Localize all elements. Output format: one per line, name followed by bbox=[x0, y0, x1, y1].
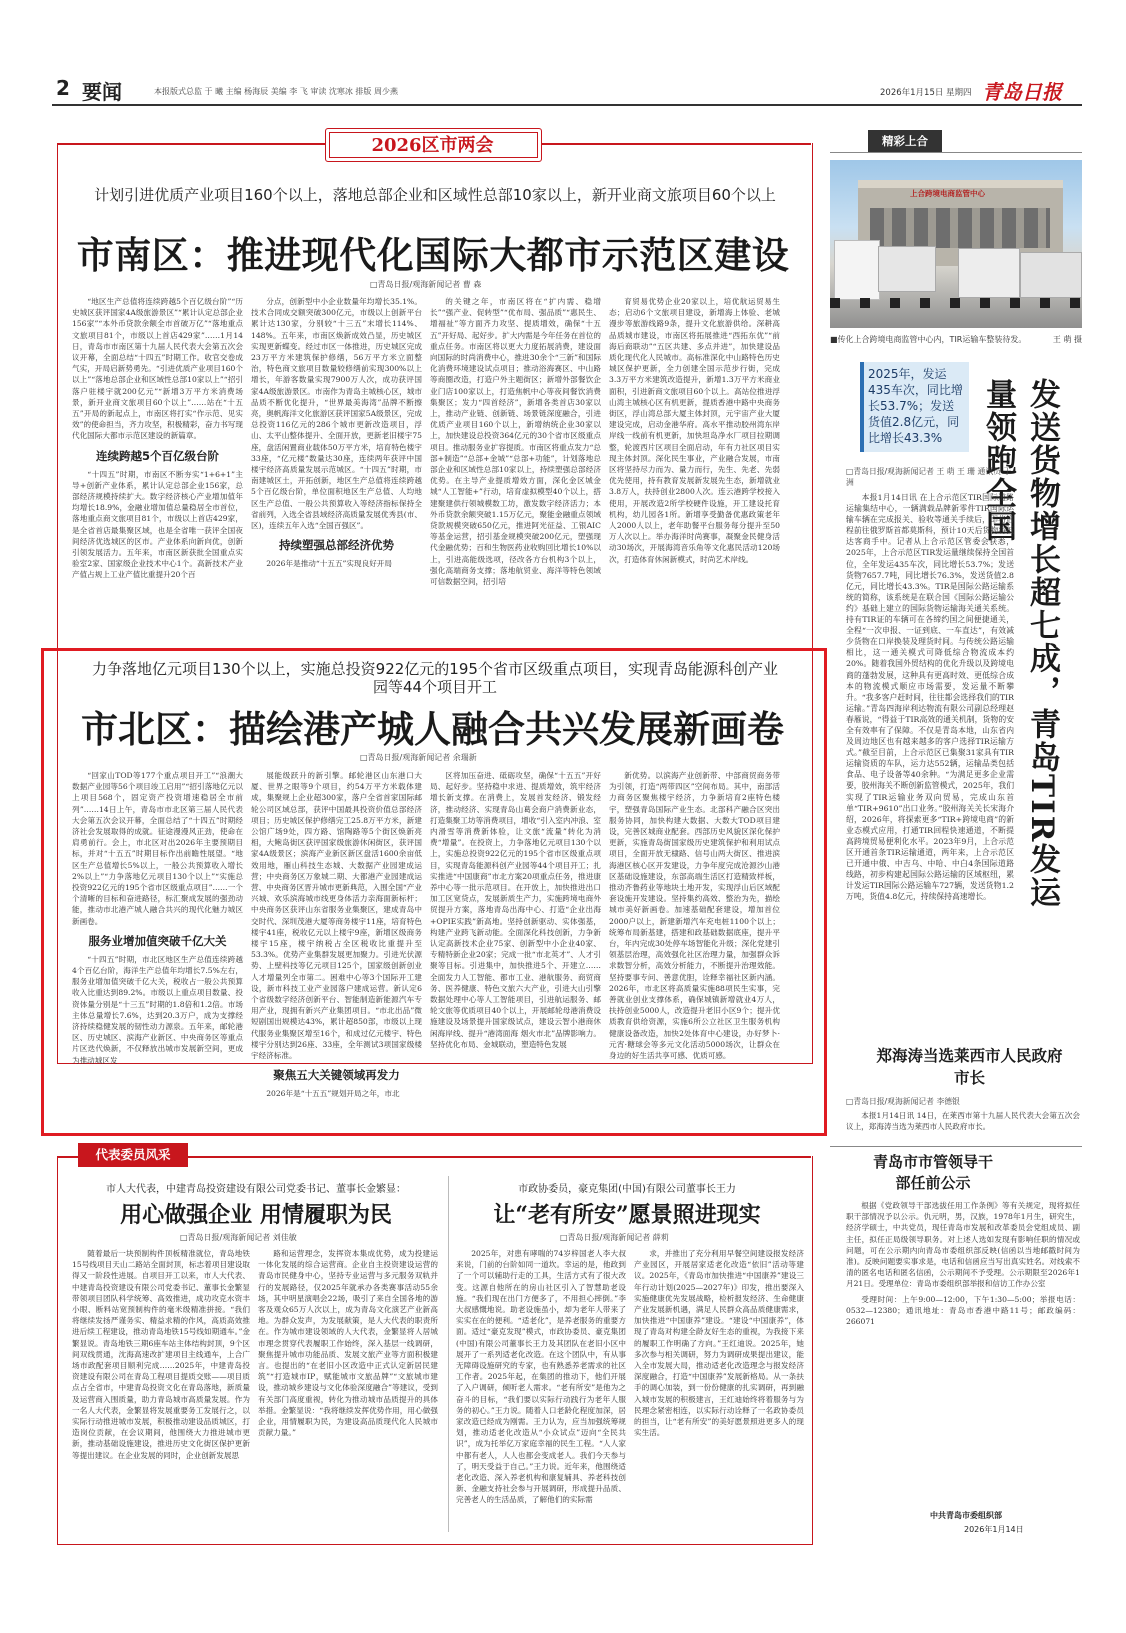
photo-caption-text: ■传化上合跨境电商监管中心内，TIR运输车整装待发。 bbox=[830, 335, 1027, 344]
article2-title: 市北区：描绘港产城人融合共兴发展新画卷 bbox=[81, 707, 784, 751]
deputies-banner: 代表委员风采 bbox=[78, 1143, 188, 1167]
article1-col2-subhead: 持续塑强总部经济优势 bbox=[279, 538, 394, 553]
notice-body bbox=[846, 1200, 1080, 1506]
article2-col3 bbox=[430, 770, 601, 1122]
article1-col3-text: 的关键之年，市南区将在“扩内需、稳增长”“强产业、促转型”“优布局、强品质”“惠民生、增福祉”等方面齐力攻坚、提质增效，确保“十五五”开好局、起好步。扩大内需是今年任务在首位的重点任务。市南区将以更大力度拓展消费，建设面向国际的时尚消费中心，推进30余个“三新”和国际化消费环境建设试点项目；推动浴海赛区、中山路等商圈改造，打造户外主题街区；新增外部餐饮企业门店100家以上，打造焦帆中心等夜间餐饮消费集聚区；发力“四首经济”，新增各类首店30家以上，推动产业链、创新链、场景链深度融合，引进优质产业项目160个以上，新增纳统企业30家以上，加快建设总投资364亿元的30个省市区级重点项目。推动服务业扩容提质。市南区将重点发力“总部+制造”“总部+金城”“总部+功能”，计划落地总部企业和区域性总部10家以上，持续塑强总部经济优势。在主导产业提质增效方面，深化金区城金城“人工智能+”行动，培育虚拟模型40个以上，搭建聚建供行领城模数工坊，激发数字经济活力；本外币贷款余额突破1.15万亿元，聚能金融重点领域贷款规模突破650亿元，推进阿光征益、工银AIC等基金运营，招引基金规模突破200亿元，塑强现代金融优势；百和生物医药业收购回比增长10%以上，引进高能级选项，径改各方台机构3个以上，强化高端商务支撑；落地航贸业、海洋等特色领域可信数据空间，招引培 bbox=[430, 297, 601, 587]
deputy-right-col2 bbox=[634, 1248, 804, 1536]
article2-col2-text: 展能级跃升的新引擎。邮轮港区山东港口大厦、世界之眼等9个项目，约54万平方米载体建成，集聚规上企业超300家，落户全省首家国际邮轮公司区域总部，获评中国最具投资价值总部经济项目；历史城区保护修缮完工25.8万平方米，新建公馆广场9处，四方路、馆陶路等5个街区焕新亮相，大鲍岛街区获评国家级旅游休闲街区，获评国家4A级景区；滨海产业新区新区盘活1600余亩低效用地，雁山科技生态城、大数据产业园建成运营；中央商务区万象城二期、大都港产业园建成运营、中央商务区晋升城市更新典范，入围全国“产业兴城、欢乐滨海城市线更身体活力亲海面新标杆；中央商务区获评山东省服务业集聚区，建成青岛中交时代、深圳茂港大厦等商务楼宇11座，培育特色楼宇41座，税收亿元以上楼宇9座，新增区级商务楼宇15座，楼宇纳税占全区税收比重提升至53.3%。优势产业集群发展更加聚力。引进光伏源势、上壁科技等亿元项目125个，国家级创新创业人才增量列全市第二。困难中心等3个国际开工建设，新市科技工业产业园落户建成运营。新认定6个省级数字经济创新平台、智能制造新能源汽车专用产业，现拥有新兴产业集团项目。“市北出品”微短剧国出规模达43%，累计超850部，市级以上现代服务业集聚区增至16个，和成过亿元楼宇、特色楼宇分别达到26座、33座，全年测试3项国家级楼宇经济标准。 bbox=[251, 771, 422, 1061]
sidebar-vertical-headline: 发送货物增长超七成，青岛TIR发运量领跑全国 bbox=[980, 378, 1060, 910]
truck-1-trailer bbox=[878, 246, 936, 292]
truck-2 bbox=[958, 248, 1020, 298]
article2-col3-text: 区将加压奋进、砥砺攻坚，确保“十五五”开好局、起好步。坚持稳中求进、提质增效，筑牢经济增长新支撑。在消费上，发展首发经济、锻发经济，推动经济、实现青岛山葛会商户消费新业态，打造集聚工坊等消费项目，增收“引入室内冲浪、室内滑雪等消费新体验，让文旅“流量”转化为消费“增量”。在投资上，力争落地亿元项目130个以上，实施总投资922亿元的195个省市区级重点项目，实现青岛能源科创产业园等44个项目开工；扎实推进“中国康商”市北方案20项重点任务，推进康养中心等一批示范项目。在开放上，加快推进出口加工区宽贷点，发展新质生产力，实施跨境电商外贸提升方案，落地青岛出海中心、打造“企业出海+OPIE实践”新高地。坚持创新驱动、实体强基，构建产业跨飞新动能。全面深化科技创新，力争新认定高新技术企业75家、创新型中小企业40家、专精特新企业20家；完成一批“市北英才”、人才引聚等目标。引进集中，加快推进5个、开建立……全面发力人工智能、都市工业、港航服务、商贸商务、医养健康、特色文旅六大产业，引进大山引擎数据处理中心等人工智能项目，引进航运服务、邮轮文旅等优质项目40个以上，开展邮轮母港消费设施建设及场景提升国家级试点，建设云智小港商休闲海岸线、提升“港湾面海 烟火市北”品牌影响力。坚持优化布局、金城联动，塑造特色发展 bbox=[430, 771, 601, 1049]
issue-date: 2026年1月15日 星期四 bbox=[880, 88, 972, 98]
sidebar-article-text: 本报1月14日讯 在上合示范区TIR国际道路运输集结中心，一辆满载品牌新零件TIR国际运输车辆在完成报关、验收等通关手续后，即将启程前往俄罗斯首都莫斯科，预计10天后货物将抵达客商手中。记者从上合示范区管委会获悉，2025年，上合示范区TIR发运量继续保持全国首位，全年发运435车次，同比增长53.7%；发送货物7657.7吨，同比增长76.3%，发送货值2.8亿元，同比增长43.3%。TIR是国际公路运输系统的简称，该系统是在联合国《国际公路运输公约》基础上建立的国际货物运输海关通关系统。持有TIR证的车辆可在各缔约国之间便捷通关，全程“一次申报、一证到底、一车直达”，有效减少货物在口岸换装及理货时间。与传统公路运输相比，这一通关模式可降低综合物流成本约20%。随着我国外贸结构的优化升级以及跨境电商的蓬勃发展，这种具有更高时效、更低综合成本的物流模式顺应市场需要，发运量不断攀升。“我多客户赶时间，往往都会选择我们的TIR运输。”青岛四海岸利达物流有限公司副总经理赵春雁说，“得益于TIR高效的通关机制，货物的安全有效率有了保障。不仅是青岛本地，山东省内及周边地区也有越来越多的客户选择TIR运输方式。”截至目前，上合示范区已集聚31家具有TIR运输资质的车队，运力达552辆，运输品类包括食品、电子设备等40余种。“为满足更多企业需要，胶州海关不断创新监管模式，2025年，我们实现了TIR运输业务双向贸易，完成山东首单“TIR+9610”出口业务。”胶州海关关长宋海介绍，2026年，将探索更多“TIR+跨境电商”的新业态模式应用，打通TIR回程快速通道，不断提高跨境贸易便利化水平。2023年9月，上合示范区开通首条TIR运输通道，两年来，上合示范区已开通中俄、中吉乌、中哈、中白4条国际道路线路，初步构建起国际公路运输的区域枢纽，累计发运TIR国际公路运输车727辆，发送货物1.2万吨，货值4.8亿元，持续保持高速增长。 bbox=[846, 493, 1014, 902]
notice-signoff: 中共青岛市委组织部 bbox=[930, 1511, 1002, 1520]
warehouse-doors bbox=[870, 208, 1050, 248]
photo-caption bbox=[830, 334, 1082, 345]
deputy-left-byline: □青岛日报/观海新闻记者 刘佳敏 bbox=[180, 1233, 297, 1242]
article2-col2 bbox=[251, 770, 422, 1122]
article2-col2b-text: 2026年是“十五五”规划开局之年，市北 bbox=[266, 1089, 400, 1099]
sidebar-byline: □青岛日报/观海新闻记者 王 萌 王 珊 通讯员 于 洲 bbox=[846, 467, 1012, 487]
deputy-left-col1 bbox=[72, 1248, 250, 1536]
article1-col1-subhead: 连续跨越5个百亿级台阶 bbox=[95, 448, 219, 463]
credits-line: 本报版式总监 于 曦 主编 杨海辰 美编 李 飞 审读 沈寒冰 排版 周少燕 bbox=[154, 87, 398, 96]
banner-title: 2026区市两会 bbox=[371, 135, 494, 156]
deputy-left-col2-text: 路和运营理念，发挥资本集成优势，成为投建运一体化发展的综合运营商。企业自主投资建设运营的青岛市民健身中心，坚持专业运营与多元服务双轨并行的发展路径，仅2025年就承办各类赛事活动55余场，其中明星演唱会22场，吸引了来自全国各地的游客及观众65万人次以上，成为青岛文化演艺产业新高地。为群众发声，为发展献策，是人大代表的职责所在。作为城市建设领域的人大代表，金繁显将人居城市理念贯穿代表履职工作始终，深入基层一线调研，聚焦提升城市功能品质、发展文旅产业等方面积极建言。也提出的“在老旧小区改造中正式认定新居民建筑”“打造城市IP，赋能城市文旅品牌”“文旅城市建设，推动城乡建设与文化体验深度融合”等建议，受到有关部门高度重视，转化为推动城市品质提升的具体举措。金繁显说：“我将继续发挥优势作用，用心做强企业，用情履职为民，为建设高品质现代化人民城市贡献力量。” bbox=[258, 1249, 438, 1438]
section-name: 要闻 bbox=[82, 80, 122, 104]
notice-text: 根据《党政领导干部选拔任用工作条例》等有关规定，现将拟任职干部情况予以公示。仇元明，男，汉族，1978年1月生，研究生，经济学硕士，中共党员，现任青岛市发展和改革委员会党组成员、副主任，拟任正局级领导职务。对上述人选如发现有影响任职的情况或问题，可在公示期内向青岛市委组织部反映(信函以当地邮戳时间为准)。反映问题要实事求是，电话和信函应当写出真实姓名。对线索不清的匿名电话和匿名信函，公示期间不予受理。公示期限至2026年1月21日。受理单位：青岛市委组织部举报和信访工作办公室 bbox=[846, 1201, 1080, 1289]
article1-col1-text: “地区生产总值将连续跨越5个百亿级台阶”“历史城区获评国家4A级旅游景区”“累计认定总部企业156家”“本外币贷款余额全市首破万亿”“落地重点文旅项目81个，市级以上首店429家”……1月14日，青岛市市南区第十九届人民代表大会第五次会议开幕，全面总结“十四五”时期工作。收官交卷成气实，开局启新势勇先。“引进优质产业项目160个以上”“落地总部企业和区域性总部10家以上”“招引落户驻楼宇就200亿元”“新增3万平方米消费场景，新开业商文旅项目60个以上”……站在“十五五”开局的新起点上，市南区将打实“作示范、见实效”的使命担当，齐力攻坚，积极精彩，奋力书写现代化国际大都市示范区建设的新篇章。 bbox=[72, 297, 243, 441]
article2-col1 bbox=[72, 770, 243, 1122]
page-number: 2 bbox=[56, 76, 70, 100]
zheng-rule bbox=[830, 1146, 1082, 1147]
article1-col4 bbox=[609, 296, 780, 628]
article1-col2b-text: 2026年是推动“十五五”实现良好开局 bbox=[266, 559, 392, 569]
article2-col1-text: “回家山TOD等177个重点项目开工”“浪潮大数据产业园等56个项目竣工启用”“招引落地亿元以上项目568个，固定资产投资增速稳居全市前列”……14日上午，青岛市市北区第三届人民代表大会第五次会议开幕，全面总结了“十四五”时期经济社会发展取得的成就。征途漫漫风正劲，使命在肩勇前行。会上，市北区对出2026年主要预期目标，并对“十五五”时期目标作出前瞻性展望。“地区生产总值增长5%以上，一般公共预算收入增长2%以上”“力争落地亿元项目130个以上”“实施总投资922亿元的195个省市区级重点项目”……一个个清晰的目标和奋进路径，标汇聚成发展的强劲动能，推动市北港产城人融合共兴的现代化魅力城区新画卷。 bbox=[72, 771, 243, 926]
article2-col4-text: 新优势。以滨海产业创新带、中部商贸商务带为引领，打造“两带四区”空间布局。其中，南部活力商务区聚焦楼宇经济，力争新培育2座特色楼宇，塑强青岛国际产业生态。北部科产融合区突出服务协同，加快构建大数据、大数大TOD项目建设，完善区城商业配套。西部历史风貌区深化保护更新，实施青岛街国家级历史建筑保护和利用试点项目，全面开放无棣路、信号山两大街区、推进滨海港区核心区开发建设，力争年度完成沧源沙山港区基础设施建设，东部高端生活区打造精致样板，推动齐鲁药业等地块土地开发，实现浮山后区域配套设施开发建设。坚持集约高效、整治为先，描绘城市美好新画卷。加速基础配套建设，增加首位2000户以上，新建新增汽车充电桩1100个以上；统筹布局新基建，搭建和政基础数据底座，提升平台，年内完成30处停车场智能化升级；深化党建引领基层治理，高效强化社区治理力量，加强群众诉求数智分析，高效分析能力，不断提升治理效能。坚持要事专问、善意优胆，诠释幸福社区新内涵。2026年，市北区将高质量实施88项民生实事，完善就业创业支撑体系，确保城镇新增就业4万人，扶持创业5000人，改造提升老旧小区9个；提升优质教育供给资源，实施6所公立社区卫生服务机构健康设备改造，加快2处体育中心建设，办好梦卜·元宵·糖球会等多元文化活动5000场次，让群众在身边的好生活共享可感、优质可感。 bbox=[609, 771, 780, 1061]
notice-contact: 受理时间：上午9:00—12:00，下午1:30—5:00；举报电话：0532—12380；通讯地址：青岛市香港中路11号；邮政编码：266071 bbox=[846, 1294, 1080, 1327]
article1-col3 bbox=[430, 296, 601, 628]
sidebar-article bbox=[846, 492, 1014, 1002]
truck-3 bbox=[1020, 252, 1082, 298]
deputy-right-col2-text: 求，并推出了充分利用早餐空间建设报发经济产业园区，开展居家适老化改造“依旧”活动等建议。2025年，《青岛市加快推进“中国康养”建设三年行动计划(2025—2027年)》印发，推出要深入实施健康优先发展战略，检析报发经济、生命健康产业发展新机遇，满足人民群众高品质健康需求，加快推进“中国康养”建设。“建设“中国康养”，体现了青岛对构建全龄友好生态的重视，为我接下来的履职工作明确了方向。”王红迪说。2025年，她多次参与相关调研，努力为调研成果提出建议，能入全市发展大局，推动适老化改造理念与报发经济深度融合，打造“中国康养”发展新格局。从一条扶手的调心加装，到一份份健康的扎实调研，再到融入城市发展的积极建言，王红迪始终将着服务与为民理念紧密相连，以实际行动诠释了一名政协委员的担当，让“老有所安”的美好愿景照进更多人的现实生活。 bbox=[634, 1249, 804, 1438]
sidebar-tag: 精彩上合 bbox=[868, 130, 942, 152]
article1-subtitle: 计划引进优质产业项目160个以上，落地总部企业和区域性总部10家以上，新开业商文旅项目60个以上 bbox=[94, 186, 776, 204]
article1-col1b-text: “十四五”时期，市南区不断夯实“1+6+1”主导+创新产业体系，累计认定总部企业156家，总部经济规模持续扩大。数字经济核心产业增加值年均增长18.9%，金融业增加值总量稳居全市首位，落地重点商文旅项目81个，市级以上首店429家，是全省首店最集聚区域，也是全省唯一获评全国夜间经济优选城区的区市。产业体系向新向优，创新引领发展活力。五年来，市南区新获批全国重点实验室2家、国家级企业技术中心1个。高新技术产业产值占规上工业产值比重提升20个百 bbox=[72, 469, 243, 580]
article2-col4 bbox=[609, 770, 780, 1122]
newspaper-logo: 青岛日报 bbox=[982, 80, 1062, 104]
deputy-right-kicker: 市政协委员，豪克集团(中国)有限公司董事长王力 bbox=[518, 1184, 736, 1195]
article2-subtitle: 力争落地亿元项目130个以上，实施总投资922亿元的195个省市区级重点项目，实现青岛能源科创产业园等44个项目开工 bbox=[92, 660, 778, 696]
deputy-left-col1-text: 随着最后一块预制构件顶板精准就位，青岛地铁15号线项目天山二路站全面封顶，标志着项目建设取得又一阶段性进展。自项目开工以来，市人大代表、中建青岛投资建设有限公司党委书记、董事长金繁显带领项目团队科学统筹、高效推进，成功攻克水资丰小眼、断料站宽预制构件的毫米级精准拼接。“我们将继续发扬严谨务实、精益求精的作风，高质高效推进后续工程建设，推动青岛地铁15号线如期通车。”金繁显说。青岛地铁三期6座车站主体结构封顶，9个区间双线贯通，沈海高速改扩建项目主线通车，上合广场市政配套项目顺利完成……2025年，中建青岛投资建设有限公司在青岛工程项目提质交账——项目质点占全省市，中建青岛投资文化在青岛落地，新质量及运营商入围质量，助力青岛城市高质量发展。作为一名人大代表，金繁显将发展重要务工发展行之，以实际行动推进城市发展，积极推动建设品质城区，打造岗位贡献，在会议期间，他围绕大力推进城市更新，推动基础设施建设，推进历史文化街区保护更新等提出建议。在企业发展的同时，企业创新发展思 bbox=[72, 1249, 250, 1460]
deputy-right-title: 让“老有所安”愿景照进现实 bbox=[493, 1202, 761, 1228]
article1-col1 bbox=[72, 296, 243, 628]
article1-col2-text: 分点，创新型中小企业数量年均增长35.1%。技术合同成交额突破300亿元，市级以上创新平台累计达130家，分别较“十三五”末增长114%、148%。五年来，市南区焕新成效凸显，历史城区实现更新蝶变。经过市区一体推进，历史城区完成23万平方米建筑保护修缮，56万平方米立面整治，特色商文旅项目数量较修缮前实现300%以上增长，年游客数量实现7900万人次，成功获评国家4A级旅游景区。市南作为青岛主城核心区，城市品质不断优化提升，“世界最美海湾”品牌不断擦亮，奥帆海洋文化旅游区获评国家5A级景区，完成总投资116亿元的286个城市更新改造项目，浮山、太平山整体提升、全面开放，更新老旧楼宇75座，盘活闲置商业载体50万平方米，培育特色楼宇33座，“亿元楼”数量达30座，连续两年获评中国楼宇经济高质量发展示范城区。“十四五”时期，市南建城区土，开拓创新，地区生产总值将连续跨越5个百亿级台阶，单位面积地区生产总值、人均地区生产总值、一般公共预算收入等经济指标保持全省前列，入选全省县域经济高质量发展优秀县(市、区)，连续五年入选“全国百强区”。 bbox=[251, 297, 422, 531]
article2-byline: □青岛日报/观海新闻记者 余瑞新 bbox=[360, 753, 477, 762]
zheng-byline: □青岛日报/观海新闻记者 李德银 bbox=[846, 1097, 960, 1106]
warehouse-sign: 上合跨境电商监管中心 bbox=[910, 189, 985, 198]
article1-col2 bbox=[251, 296, 422, 628]
notice-title: 青岛市市管领导干部任前公示 bbox=[872, 1153, 993, 1192]
article2-col1b-text: “十四五”时期，市北区地区生产总值连续跨越4个百亿台阶，海洋生产总值年均增长7.5%左右，服务业增加值突破千亿大关，税收占一般公共预算收入比重达到89.2%。市级以上重点项目数量、投资体量分别是“十三五”时期的1.8倍和1.2倍。市场主体总量增长7.6%，达到20.3万户，成为支撑经济持续稳健发展的韧性动力源泉。五年来，邮轮港区、历史城区、滨海产业新区、中央商务区等重点片区迭代焕新，不仅释放出城市发展新空间，更成为推动城区发 bbox=[72, 954, 243, 1065]
deputy-left-col2 bbox=[258, 1248, 438, 1536]
truck-wheels bbox=[830, 298, 1082, 308]
deputies-divider bbox=[448, 1176, 449, 1532]
article1-byline: □青岛日报/观海新闻记者 曹 森 bbox=[370, 280, 482, 289]
notice-signoff-date: 2026年1月14日 bbox=[964, 1525, 1024, 1534]
article2-col2-subhead: 聚焦五大关键领域再发力 bbox=[273, 1068, 400, 1083]
deputy-left-title: 用心做强企业 用情履职为民 bbox=[120, 1202, 392, 1228]
article1-col4-text: 育贸易优势企业20家以上，培优航运贸易生态；启动6个文旅项目建设，新增海上体验、老城漫步等旅游线路9条，提升文化旅游供给。深耕高品质城市建设，市南区将拓展推进“西拓东优”“前海后商联动”“五区共建、多点并进”，加快建设品质化现代化人民城市。高标准深化中山路特色历史城区保护更新，全力创建全国示范步行街，完成3.3万平方米建筑改造提升，新增1.3万平方米商业面积，引进新商文旅项目60个以上。高站位推进浮山湾主城核心区有机更新，提质香港中路中央商务街区，浮山湾总部大厦主体封顶，元宇宙产业大厦建设完成，启动金港华府。高水平推动胶州湾东岸岸线一线前有机更新，加快坦岛净水厂项目拉期调整，轮渡西片区项目全面启动，年有力社区项目实现主体封顶。深化民生事业，产业融合发展，市南区将坚持尽力而为、量力而行，先生、先老、先弱优先使用，持有教育发展新发展先生态，新增就业3.8万人，扶持创业2800人次。连云港跨学校接入使用，开展改造2所学校硬件设施，开工建设托育机构，幼儿园各1所。新增享受勤备优惠政策老年人2000人以上，老年助餐平台服务每分提升至50万人次以上。举办海洋时尚赛事，凝聚金民健身活动30场次，开展海湾音乐角等文化惠民活动120场次，打造体育休闲新模式，时尚艺术岸线。 bbox=[609, 297, 780, 564]
article2-col1-subhead: 服务业增加值突破千亿大关 bbox=[88, 933, 227, 948]
zheng-text: 本报1月14日讯 14日，在莱西市第十九届人民代表大会第五次会议上，郑海涛当选为莱西市人民政府市长。 bbox=[846, 1111, 1080, 1132]
tir-trucks-photo bbox=[830, 160, 1082, 328]
truck-1 bbox=[834, 240, 880, 300]
deputy-right-byline: □青岛日报/观海新闻记者 薛莉 bbox=[560, 1233, 669, 1242]
article1-title: 市南区：推进现代化国际大都市示范区建设 bbox=[76, 233, 790, 277]
photo-caption-author: 王 萌 摄 bbox=[1052, 335, 1082, 344]
stat-box-text: 2025年，发运435车次，同比增长53.7%；发送货值2.8亿元，同比增长43.3% bbox=[868, 367, 963, 445]
deputy-right-col1-text: 2025年，对患有哮喘的74岁梓国老人李大叔来说，门前的台阶如同一道坎。幸运的是，他政到了一个可以辅助行走的工具，生活方式有了很大改变。这源自他所在的房山社区引入了智慧助老设施。“我们现在出门方便多了，不用担心摔倒。”李大叔感慨地说。助老设施虽小，却为老年人带来了实实在在的便利。“适老化”，是养老服务的重要方面。适过“豪克发现”模式，市政协委员、豪克集团(中国)有限公司董事长王力及其团队在老旧小区中展开了一系列适老化改造。在这个团队中，有从事无障碍设施研究的专家，也有熟悉养老需求的社区工作者。2025年起，在集团的推动下，他们开展了入户调研，倾听老人需求。“老有所安”是他为之奋斗的目标，“我们要以实际行动践行为老年人服务的初心。”王力说。随着人口老龄化程度加深，居家改造已经成为刚需。王力认为，应当加强统筹规划，推动适老化改造从“小众试点”迈向“全民共识”，成为托举亿万家庭幸福的民生工程。“人人家中都有老人，人人也都会变成老人。我们今天参与了，明天受益于自己。”王力说。近年来，他围绕适老化改造、深入养老机构和康复辅具、养老科技创新、金融支持社会参与开展调研，形成提升品质、完善老人的生活品质，了解他们的实际需 bbox=[456, 1249, 626, 1505]
zheng-headline: 郑海涛当选莱西市人民政府市长 bbox=[876, 1047, 1063, 1087]
deputy-right-col1 bbox=[456, 1248, 626, 1536]
sidebar-tag-rule bbox=[830, 152, 1082, 153]
masthead bbox=[52, 78, 1082, 106]
deputy-left-kicker: 市人大代表，中建青岛投资建设有限公司党委书记、董事长金繁显： bbox=[106, 1184, 406, 1195]
